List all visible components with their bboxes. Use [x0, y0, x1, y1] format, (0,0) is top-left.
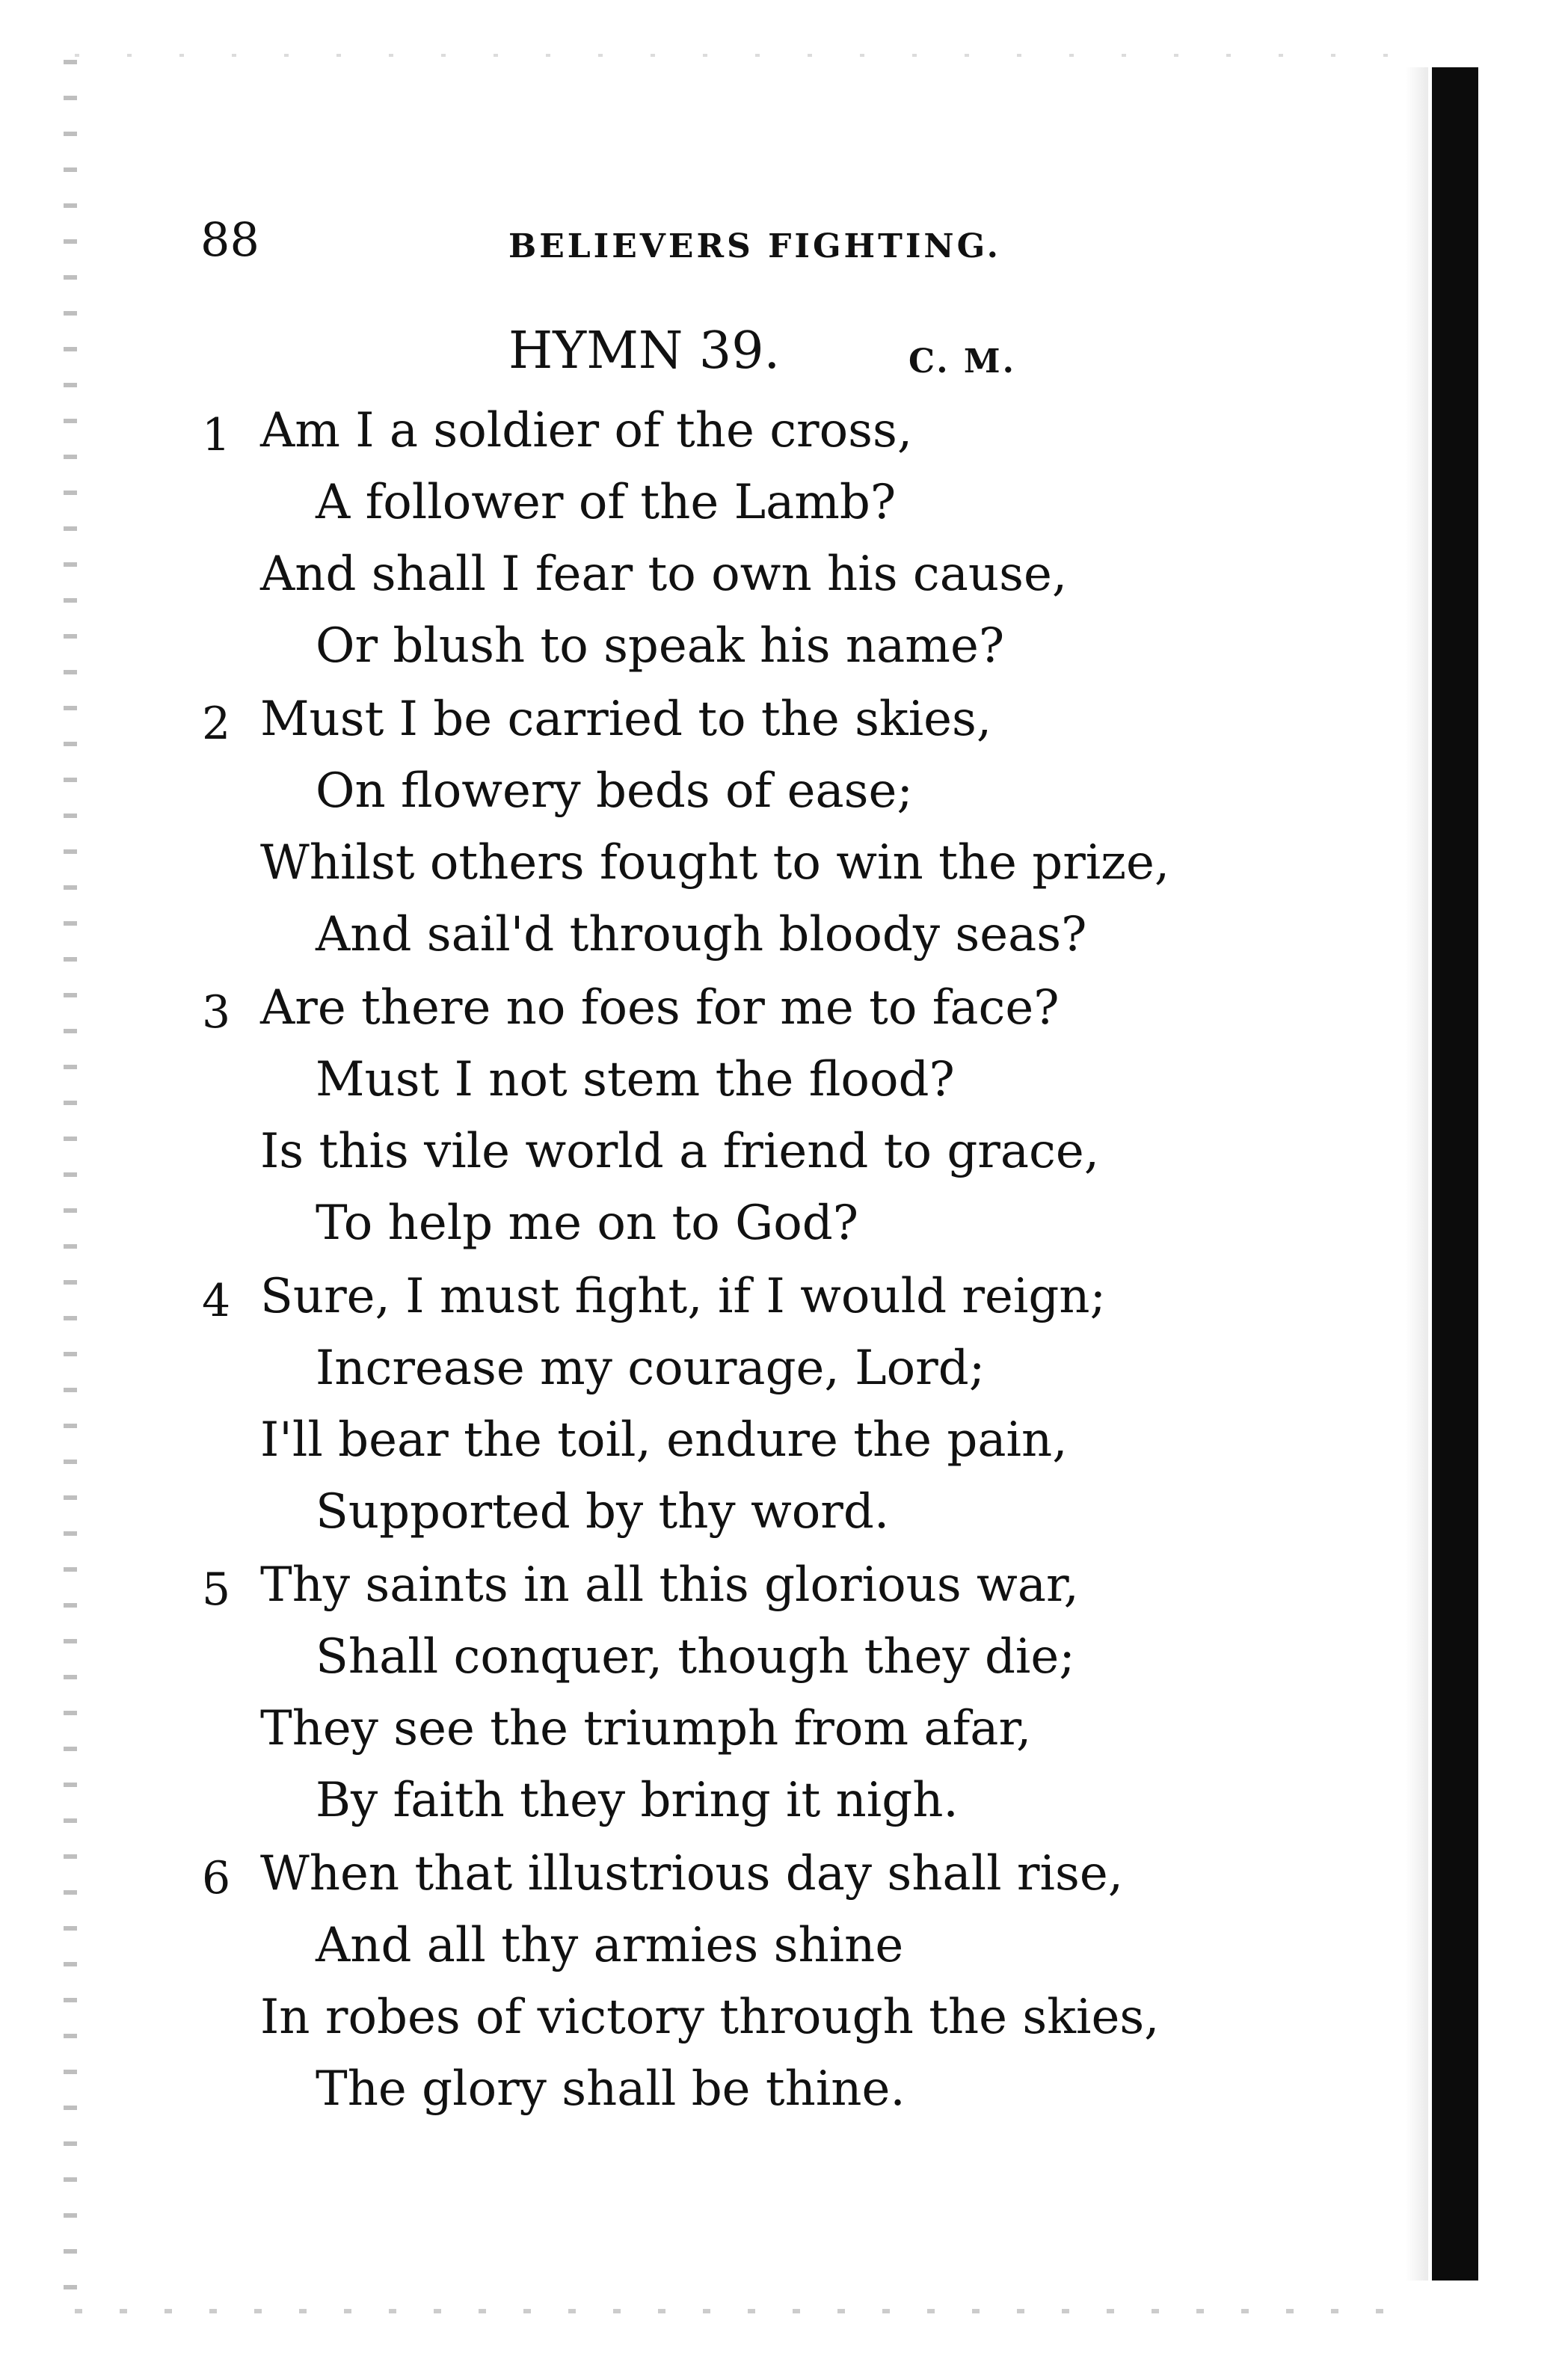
verse-line: They see the triumph from afar, — [260, 1701, 1032, 1756]
verse-line: On flowery beds of ease; — [316, 763, 913, 819]
verse — [0, 683, 1391, 972]
book-spine-edge — [1432, 67, 1478, 2281]
verse-line: When that illustrious day shall rise, — [260, 1846, 1124, 1901]
verse-line: Sure, I must fight, if I would reign; — [260, 1269, 1107, 1324]
verse-line: Am I a soldier of the cross, — [260, 403, 913, 458]
verse — [0, 395, 1391, 683]
verse-number: 2 — [202, 698, 231, 750]
verse-number: 5 — [202, 1563, 231, 1616]
verse-line: Or blush to speak his name? — [316, 618, 1005, 674]
verse — [0, 1549, 1391, 1838]
verse-line: Are there no foes for me to face? — [260, 980, 1060, 1036]
page-gutter-shadow — [1406, 67, 1428, 2281]
hymn-meter: C. M. — [908, 342, 1016, 381]
verse-line: Increase my courage, Lord; — [316, 1341, 986, 1396]
verse-line: Is this vile world a friend to grace, — [260, 1124, 1100, 1179]
verse-line: And sail'd through bloody seas? — [316, 907, 1087, 962]
scan-artifact-top — [75, 54, 1421, 57]
verse-number: 3 — [202, 986, 231, 1039]
verse-line: And shall I fear to own his cause, — [260, 547, 1068, 602]
verse — [0, 1838, 1391, 2126]
verse — [0, 1261, 1391, 1549]
scan-artifact-bottom — [75, 2309, 1421, 2313]
verse-number: 6 — [202, 1852, 231, 1904]
verse-line: Must I be carried to the skies, — [260, 692, 992, 747]
verse-line: A follower of the Lamb? — [316, 475, 897, 530]
verse-line: Thy saints in all this glorious war, — [260, 1557, 1079, 1613]
hymn-verses — [0, 395, 1391, 2126]
page-number: 88 — [200, 212, 259, 267]
verse-number: 4 — [202, 1275, 231, 1327]
verse-line: To help me on to God? — [316, 1196, 858, 1251]
hymn-title: HYMN 39. — [508, 322, 781, 381]
verse-line: Supported by thy word. — [316, 1484, 890, 1540]
verse-number: 1 — [202, 409, 231, 461]
verse-line: In robes of victory through the skies, — [260, 1990, 1160, 2045]
verse-line: I'll bear the toil, endure the pain, — [260, 1412, 1068, 1468]
verse-line: Must I not stem the flood? — [316, 1052, 955, 1107]
verse-line: The glory shall be thine. — [316, 2061, 906, 2117]
verse-line: Whilst others fought to win the prize, — [260, 835, 1170, 891]
verse — [0, 972, 1391, 1261]
running-title: BELIEVERS FIGHTING. — [508, 227, 1001, 265]
verse-line: Shall conquer, though they die; — [316, 1629, 1075, 1685]
verse-line: By faith they bring it nigh. — [316, 1773, 959, 1828]
verse-line: And all thy armies shine — [316, 1918, 904, 1973]
